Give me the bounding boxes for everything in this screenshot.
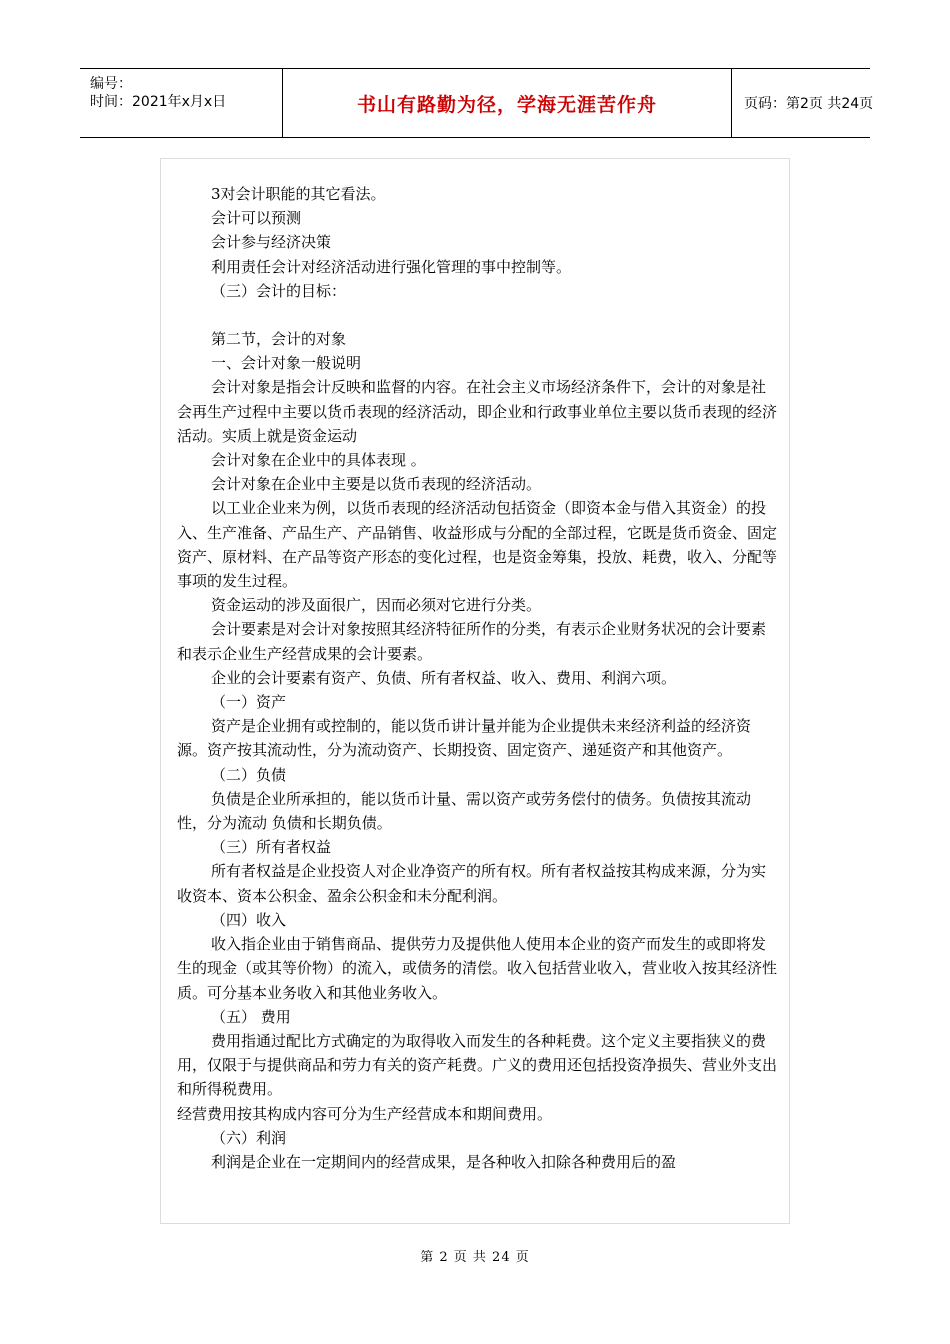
subsection-heading: （一）资产 (211, 693, 287, 712)
paragraph: 所有者权益是企业投资人对企业净资产的所有权。所有者权益按其构成来源，分为实收资本、资本公积金、盈余公积金和未分配利润。 (177, 862, 767, 905)
chapter-heading: 第二节，会计的对象 (211, 330, 347, 349)
header-motto: 书山有路勤为径，学海无涯苦作舟 (283, 69, 732, 137)
paragraph: 经营费用按其构成内容可分为生产经营成本和期间费用。 (177, 1104, 553, 1123)
paragraph: 利用责任会计对经济活动进行强化管理的事中控制等。 (211, 257, 572, 276)
subsection-heading: （三）所有者权益 (211, 838, 332, 857)
document-body (177, 182, 777, 1174)
paragraph: 会计对象在企业中的具体表现 。 (211, 451, 426, 470)
paragraph: 会计可以预测 (211, 209, 302, 228)
paragraph: 资产是企业拥有或控制的，能以货币讲计量并能为企业提供未来经济利益的经济资源。资产按其流动性，分为流动资产、长期投资、固定资产、递延资产和其他资产。 (177, 717, 752, 760)
paragraph: 以工业企业来为例，以货币表现的经济活动包括资金（即资本金与借入其资金）的投入、生产准备、产品生产、产品销售、收益形成与分配的全部过程，它既是货币资金、固定资产、原材料、在产品等资产形态的变化过程，也是资金筹集，投放、耗费，收入、分配等事项的发生过程。 (177, 499, 778, 591)
paragraph: 企业的会计要素有资产、负债、所有者权益、收入、费用、利润六项。 (211, 668, 677, 687)
document-number-label: 编号： (90, 76, 132, 92)
subsection-heading: （二）负债 (211, 765, 287, 784)
page-footer: 第 2 页 共 24 页 (420, 1250, 530, 1265)
subsection-heading: （四）收入 (211, 910, 287, 929)
paragraph: 资金运动的涉及面很广，因而必须对它进行分类。 (211, 596, 542, 615)
paragraph: 会计参与经济决策 (211, 233, 332, 252)
section-heading: （三）会计的目标： (211, 281, 347, 300)
paragraph: 3对会计职能的其它看法。 (211, 185, 386, 203)
blank-line (177, 303, 777, 327)
paragraph: 利润是企业在一定期间内的经营成果，是各种收入扣除各种费用后的盈 (211, 1152, 677, 1171)
paragraph: 会计对象是指会计反映和监督的内容。在社会主义市场经济条件下，会计的对象是社会再生产过程中主要以货币表现的经济活动，即企业和行政事业单位主要以货币表现的经济活动。实质上就是资金运动 (177, 378, 778, 445)
page-header (80, 68, 874, 138)
document-time-label: 时间：2021年x月x日 (90, 94, 227, 110)
subsection-heading: （六）利润 (211, 1128, 287, 1147)
header-page-info: 页码：第2页 共24页 (744, 96, 874, 112)
paragraph: 费用指通过配比方式确定的为取得收入而发生的各种耗费。这个定义主要指狭义的费用，仅限于与提供商品和劳力有关的资产耗费。广义的费用还包括投资净损失、营业外支出和所得税费用。 (177, 1031, 778, 1099)
paragraph: 收入指企业由于销售商品、提供劳力及提供他人使用本企业的资产而发生的或即将发生的现金（或其等价物）的流入，或债务的清偿。收入包括营业收入，营业收入按其经济性质。可分基本业务收入和其他业务收入。 (177, 935, 778, 1002)
paragraph: 会计对象在企业中主要是以货币表现的经济活动。 (211, 475, 542, 494)
section-heading: 一、会计对象一般说明 (211, 354, 362, 373)
subsection-heading: （五） 费用 (211, 1007, 291, 1026)
header-meta-cell (80, 69, 283, 137)
paragraph: 负债是企业所承担的，能以货币计量、需以资产或劳务偿付的债务。负债按其流动性，分为流动 负债和长期负债。 (177, 789, 752, 833)
paragraph: 会计要素是对会计对象按照其经济特征所作的分类，有表示企业财务状况的会计要素和表示企业生产经营成果的会计要素。 (177, 620, 767, 663)
